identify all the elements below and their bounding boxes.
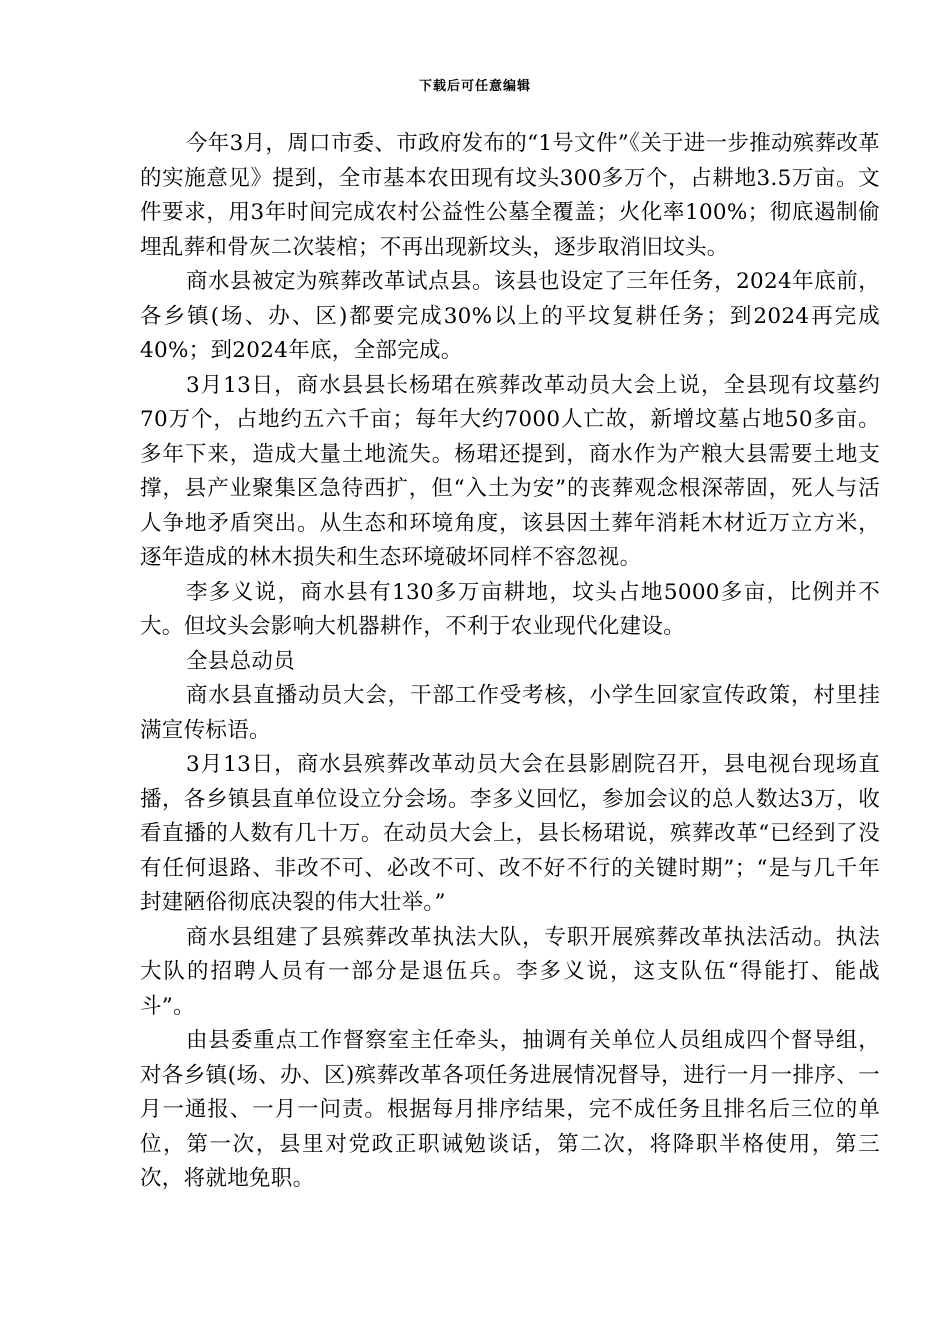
- paragraph: 商水县被定为殡葬改革试点县。该县也设定了三年任务，2024年底前，各乡镇(场、办、区)都要完成30%以上的平坟复耕任务；到2024再完成40%；到2024年底，全部完成。: [140, 269, 880, 363]
- paragraph: 李多义说，商水县有130多万亩耕地，坟头占地5000多亩，比例并不大。但坟头会影响大机器耕作，不利于农业现代化建设。: [140, 579, 880, 639]
- paragraph: 由县委重点工作督察室主任牵头，抽调有关单位人员组成四个督导组，对各乡镇(场、办、区)殡葬改革各项任务进展情况督导，进行一月一排序、一月一通报、一月一问责。根据每月排序结果，完不成任务且排名后三位的单位，第一次，县里对党政正职诫勉谈话，第二次，将降职半格使用，第三次，将就地免职。: [140, 1028, 880, 1191]
- paragraph: 3月13日，商水县殡葬改革动员大会在县影剧院召开，县电视台现场直播，各乡镇县直单位设立分会场。李多义回忆，参加会议的总人数达3万，收看直播的人数有几十万。在动员大会上，县长杨珺说，殡葬改革“已经到了没有任何退路、非改不可、必改不可、改不好不行的关键时期”；“是与几千年封建陋俗彻底决裂的伟大壮举。”: [140, 752, 880, 915]
- paragraph: 商水县组建了县殡葬改革执法大队，专职开展殡葬改革执法活动。执法大队的招聘人员有一部分是退伍兵。李多义说，这支队伍“得能打、能战斗”。: [140, 924, 880, 1019]
- page-header: 下载后可任意编辑: [418, 79, 531, 94]
- paragraph: 商水县直播动员大会，干部工作受考核，小学生回家宣传政策，村里挂满宣传标语。: [140, 683, 880, 743]
- document-body: [140, 127, 880, 1197]
- paragraph: 今年3月，周口市委、市政府发布的“1号文件”《关于进一步推动殡葬改革的实施意见》提到，全市基本农田现有坟头300多万个，占耕地3.5万亩。文件要求，用3年时间完成农村公益性公墓全覆盖；火化率100%；彻底遏制偷埋乱葬和骨灰二次装棺；不再出现新坟头，逐步取消旧坟头。: [140, 131, 880, 260]
- section-heading: 全县总动员: [186, 648, 296, 674]
- paragraph: 3月13日，商水县县长杨珺在殡葬改革动员大会上说，全县现有坟墓约70万个，占地约五六千亩；每年大约7000人亡故，新增坟墓占地50多亩。多年下来，造成大量土地流失。杨珺还提到，商水作为产粮大县需要土地支撑，县产业聚集区急待西扩，但“入土为安”的丧葬观念根深蒂固，死人与活人争地矛盾突出。从生态和环境角度，该县因土葬年消耗木材近万立方米，逐年造成的林木损失和生态环境破坏同样不容忽视。: [140, 372, 880, 570]
